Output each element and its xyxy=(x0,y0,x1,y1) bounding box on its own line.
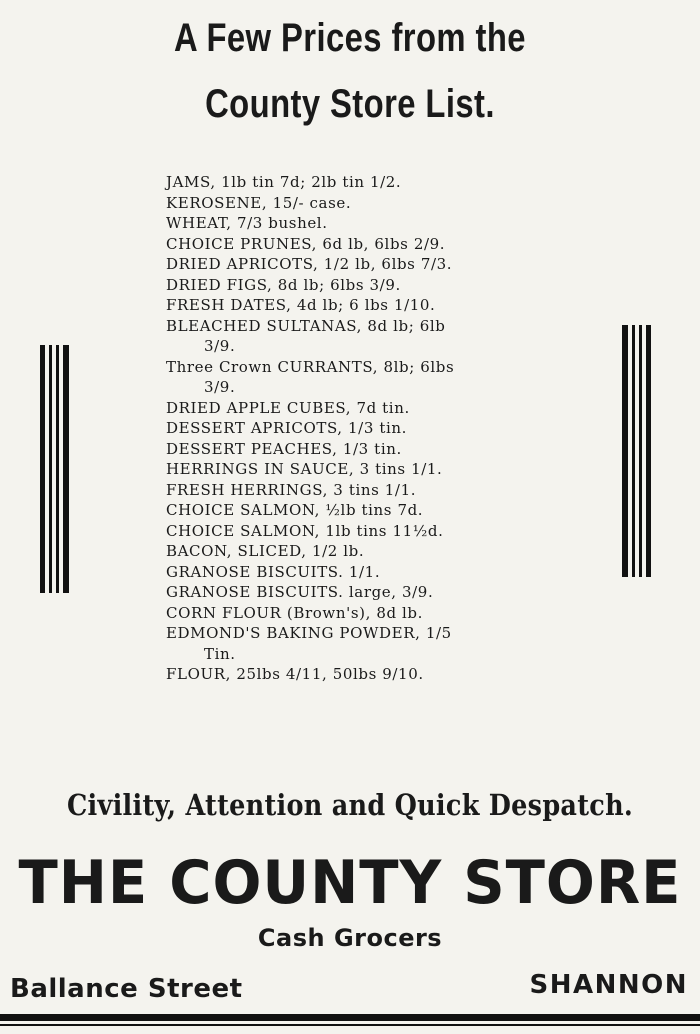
price-item-text: DRIED FIGS, 8d lb; 6lbs 3/9. xyxy=(166,275,401,294)
price-item-continuation: 3/9. xyxy=(204,337,236,355)
price-item-text: GRANOSE BISCUITS. 1/1. xyxy=(166,562,381,581)
street-address: Ballance Street xyxy=(10,974,243,1004)
price-list-item xyxy=(166,295,546,316)
price-item-text: DRIED APRICOTS, 1/2 lb, 6lbs 7/3. xyxy=(166,255,453,273)
price-list-item xyxy=(166,562,546,583)
price-item-text: DESSERT PEACHES, 1/3 tin. xyxy=(166,439,402,458)
bottom-rule-thin xyxy=(0,1024,700,1026)
price-item-continuation: 3/9. xyxy=(204,378,236,396)
price-item-text: JAMS, 1lb tin 7d; 2lb tin 1/2. xyxy=(166,173,402,191)
price-list-item xyxy=(166,480,546,501)
price-item-text: EDMOND'S BAKING POWDER, 1/5 xyxy=(166,624,452,642)
price-list-item xyxy=(166,234,546,255)
price-item-text: BLEACHED SULTANAS, 8d lb; 6lb xyxy=(166,316,446,335)
price-list-item xyxy=(166,193,546,214)
price-item-text: BACON, SLICED, 1/2 lb. xyxy=(166,542,365,560)
price-item-text: DESSERT APRICOTS, 1/3 tin. xyxy=(166,419,407,437)
price-item-text: CHOICE SALMON, 1lb tins 11½d. xyxy=(166,521,444,540)
bottom-rule xyxy=(0,1014,700,1021)
decorative-rules-right xyxy=(622,325,652,577)
price-item-text: GRANOSE BISCUITS. large, 3/9. xyxy=(166,583,434,601)
price-item-text: FRESH DATES, 4d lb; 6 lbs 1/10. xyxy=(166,296,436,314)
price-item-text: CHOICE PRUNES, 6d lb, 6lbs 2/9. xyxy=(166,234,446,253)
price-list-item xyxy=(166,316,546,357)
price-list-item xyxy=(166,459,546,480)
price-item-continuation: Tin. xyxy=(204,644,236,663)
price-list-item xyxy=(166,254,546,275)
price-list-item xyxy=(166,521,546,542)
price-list-item xyxy=(166,603,546,624)
price-list-item xyxy=(166,398,546,419)
price-item-text: HERRINGS IN SAUCE, 3 tins 1/1. xyxy=(166,460,443,478)
price-list-item xyxy=(166,213,546,234)
price-list-item xyxy=(166,418,546,439)
headline-line-1: A Few Prices from the xyxy=(174,16,526,60)
price-list-item xyxy=(166,664,546,685)
trade-description: Cash Grocers xyxy=(257,924,443,952)
price-item-text: CHOICE SALMON, ½lb tins 7d. xyxy=(166,501,424,519)
price-item-text: DRIED APPLE CUBES, 7d tin. xyxy=(166,398,410,417)
price-list xyxy=(166,172,546,685)
headline-line-2: County Store List. xyxy=(205,82,495,126)
store-name: THE COUNTY STORE xyxy=(18,848,682,918)
price-list-item xyxy=(166,275,546,296)
town-name: SHANNON xyxy=(529,970,688,1000)
decorative-rules-left xyxy=(40,345,70,593)
price-list-item xyxy=(166,623,546,664)
price-item-text: Three Crown CURRANTS, 8lb; 6lbs xyxy=(166,357,455,376)
price-item-text: FRESH HERRINGS, 3 tins 1/1. xyxy=(166,480,417,499)
price-item-text: CORN FLOUR (Brown's), 8d lb. xyxy=(166,603,423,622)
price-list-item xyxy=(166,541,546,562)
price-list-item xyxy=(166,582,546,603)
slogan: Civility, Attention and Quick Despatch. xyxy=(66,788,634,822)
price-item-text: KEROSENE, 15/- case. xyxy=(166,193,352,212)
price-list-item xyxy=(166,500,546,521)
price-item-text: FLOUR, 25lbs 4/11, 50lbs 9/10. xyxy=(166,665,424,683)
price-list-item xyxy=(166,439,546,460)
price-list-item xyxy=(166,357,546,398)
price-list-item xyxy=(166,172,546,193)
price-item-text: WHEAT, 7/3 bushel. xyxy=(166,214,328,232)
